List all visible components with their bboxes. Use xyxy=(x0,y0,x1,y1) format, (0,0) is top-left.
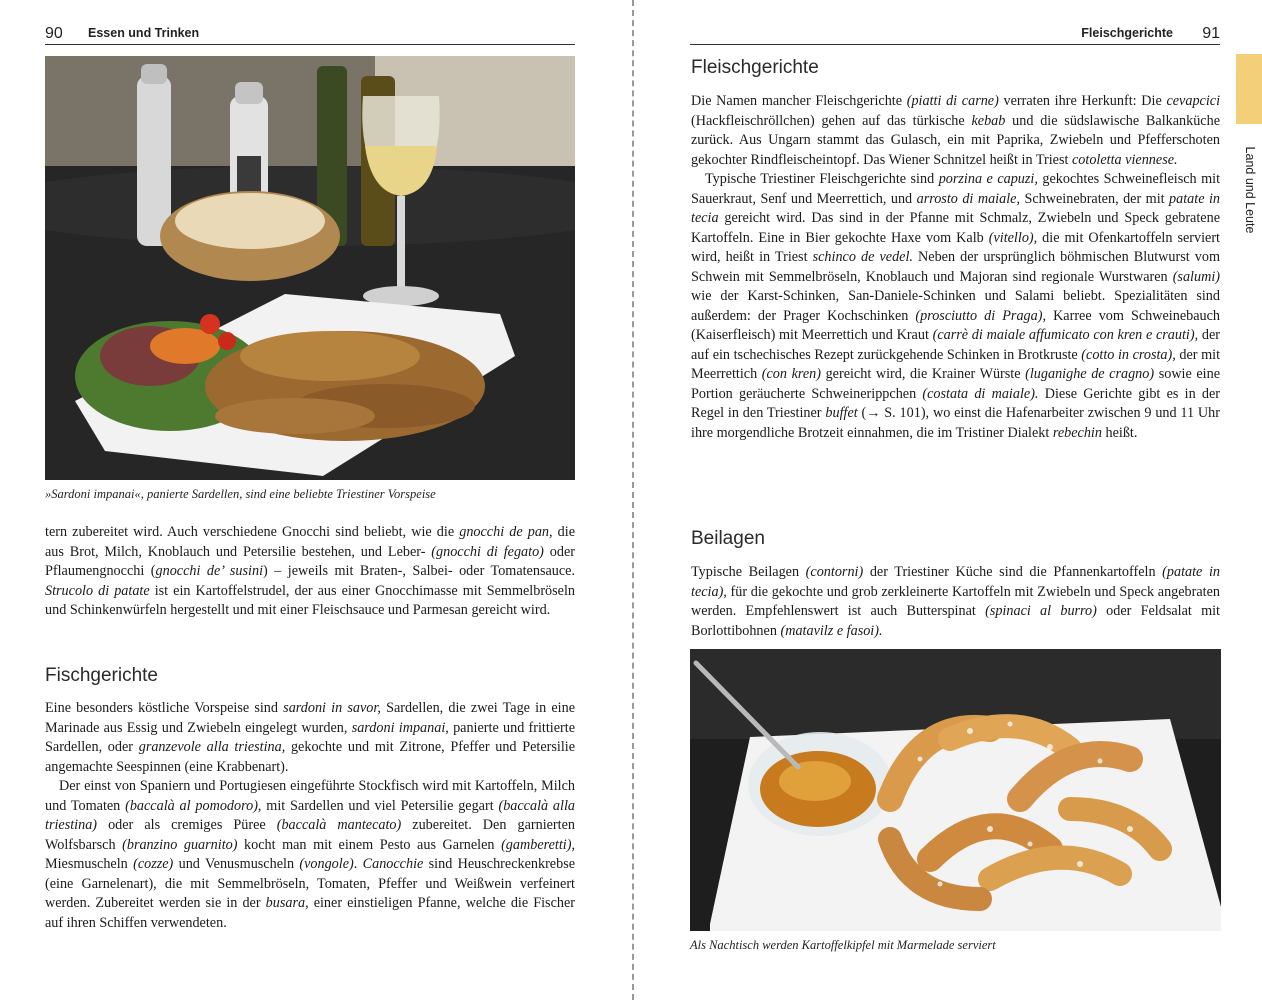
sardine-dish-photo xyxy=(45,56,575,480)
fisch-paragraph-1: Eine besonders köstliche Vorspeise sind sardoni in savor, Sardellen, die zwei Tage in eine Marinade aus Essig und Zwiebeln eingelegt wurden, sardoni impanai, panierte und frittierte Sardellen, oder granzevole alla triestina, gekochte und mit Zitrone, Pfeffer und Petersilie angemachte Seespinnen (eine Krabbenart). xyxy=(45,700,576,775)
photo-caption-right: Als Nachtisch werden Kartoffelkipfel mit Marmelade serviert xyxy=(690,938,996,952)
chapter-tab-marker xyxy=(1236,54,1262,124)
page-fold xyxy=(632,0,634,1000)
page-number-right: 91 xyxy=(1202,25,1220,42)
fischgerichte-text xyxy=(45,699,575,933)
fisch-paragraph-2: Der einst von Spaniern und Portugiesen eingeführte Stockfisch wird mit Kartoffeln, Milch und Tomaten (baccalà al pomodoro), mit Sardellen und viel Petersilie gegart (baccalà alla triestina) oder als cremiges Püree (baccalà mantecato) zubereitet. Den garnierten Wolfsbarsch (branzino guarnito) kocht man mit einem Pesto aus Garnelen (gamberetti), Miesmuscheln (cozze) und Venusmuscheln (vongole). Canocchie sind Heuschreckenkrebse (eine Garnelenart), die mit Semmelbröseln, Tomaten, Pfeffer und Weißwein verfeinert werden. Zubereitet werden sie in der busara, einer einstieligen Pfanne, welche die Fischer auf ihren Schiffen verwendeten. xyxy=(45,778,576,931)
beilagen-paragraph-1: Typische Beilagen (contorni) der Triestiner Küche sind die Pfannenkartoffeln (patate in tecia), für die gekochte und grob zerkleinerte Kartoffeln mit Zwiebeln und Speck angebraten werden. Empfehlenswert ist auch Butterspinat (spinaci al burro) oder Feldsalat mit Borlottibohnen (matavilz e fasoi). xyxy=(691,564,1220,639)
heading-fleischgerichte: Fleischgerichte xyxy=(691,57,819,78)
fleisch-paragraph-1: Die Namen mancher Fleischgerichte (piatti di carne) verraten ihre Herkunft: Die cevapcici (Hackfleischröllchen) gehen auf das türkische kebab und die südslawische Balkanküche zurück. Aus Ungarn stammt das Gulasch, ein mit Paprika, Zwiebeln und Pfefferschoten gekochter Rindfleischeintopf. Das Wiener Schnitzel heißt in Triest cotoletta viennese. xyxy=(691,93,1221,168)
dessert-photo xyxy=(690,649,1221,931)
fleischgerichte-text xyxy=(691,92,1220,443)
heading-fischgerichte: Fischgerichte xyxy=(45,665,158,686)
right-page xyxy=(636,0,1262,1000)
fleisch-paragraph-2: Typische Triestiner Fleischgerichte sind porzina e capuzi, gekochtes Schweinefleisch mit Sauerkraut, Senf und Meerrettich, und arrosto di maiale, Schweinebraten, der mit patate in tecia gereicht wird. Das sind in der Pfanne mit Schmalz, Zwiebeln und Speck gebratene Kartoffeln. Eine in Bier gekochte Haxe vom Kalb (vitello), die mit Ofenkartoffeln serviert wird, heißt in Triest schinco de vedel. Neben der ursprünglich böhmischen Blutwurst vom Schwein mit Semmelbröseln, Knoblauch und Majoran sind regionale Wurstwaren (salumi) wie der Karst-Schinken, San-Daniele-Schinken und Salami beliebt. Spezialitäten sind außerdem: der Prager Kochschinken (prosciutto di Praga), Karree vom Schweinebauch (Kaiserfleisch) mit Meerrettich und Kraut (carrè di maiale affumicato con kren e crauti), der auf ein tschechisches Rezept zurückgehende Schinken in Brotkruste (cotto in crosta), der mit Meerrettich (con kren) gereicht wird, die Krainer Würste (luganighe de cragno) sowie eine Portion geräucherte Schweinerippchen (costata di maiale). Diese Gerichte gibt es in der Regel in den Triestiner buffet (→ S. 101), wo einst die Hafenarbeiter zwischen 9 und 11 Uhr ihre morgendliche Brotzeit einnahmen, die im Tristiner Dialekt rebechin heißt. xyxy=(691,171,1221,441)
side-chapter-text: Land und Leute xyxy=(1243,146,1257,234)
side-chapter-label xyxy=(1238,130,1262,260)
running-title-right: Fleischgerichte xyxy=(1081,26,1173,40)
photo-caption-left: »Sardoni impanai«, panierte Sardellen, sind eine beliebte Triestiner Vorspeise xyxy=(45,487,436,501)
heading-beilagen: Beilagen xyxy=(691,528,765,549)
left-running-header xyxy=(45,24,575,45)
sardine-dish-illustration xyxy=(45,56,575,480)
running-title-left: Essen und Trinken xyxy=(88,26,200,40)
right-running-header xyxy=(690,24,1220,45)
beilagen-text xyxy=(691,563,1220,641)
left-page xyxy=(0,0,630,1000)
continuation-paragraph: tern zubereitet wird. Auch verschiedene Gnocchi sind beliebt, wie die gnocchi de pan, die aus Brot, Milch, Knoblauch und Petersilie bestehen, und Leber- (gnocchi di fegato) oder Pflaumengnocchi (gnocchi de’ susini) – jeweils mit Braten-, Salbei- oder Tomatensauce. Strucolo di patate ist ein Kartoffelstrudel, der aus einer Gnocchimasse mit Semmelbröseln und Schinkenwürfeln hergestellt und mit einer Fleischsauce und Parmesan gereicht wird. xyxy=(45,524,576,618)
kartoffelkipfel-illustration xyxy=(690,649,1221,931)
page-number-left: 90 xyxy=(45,25,63,42)
